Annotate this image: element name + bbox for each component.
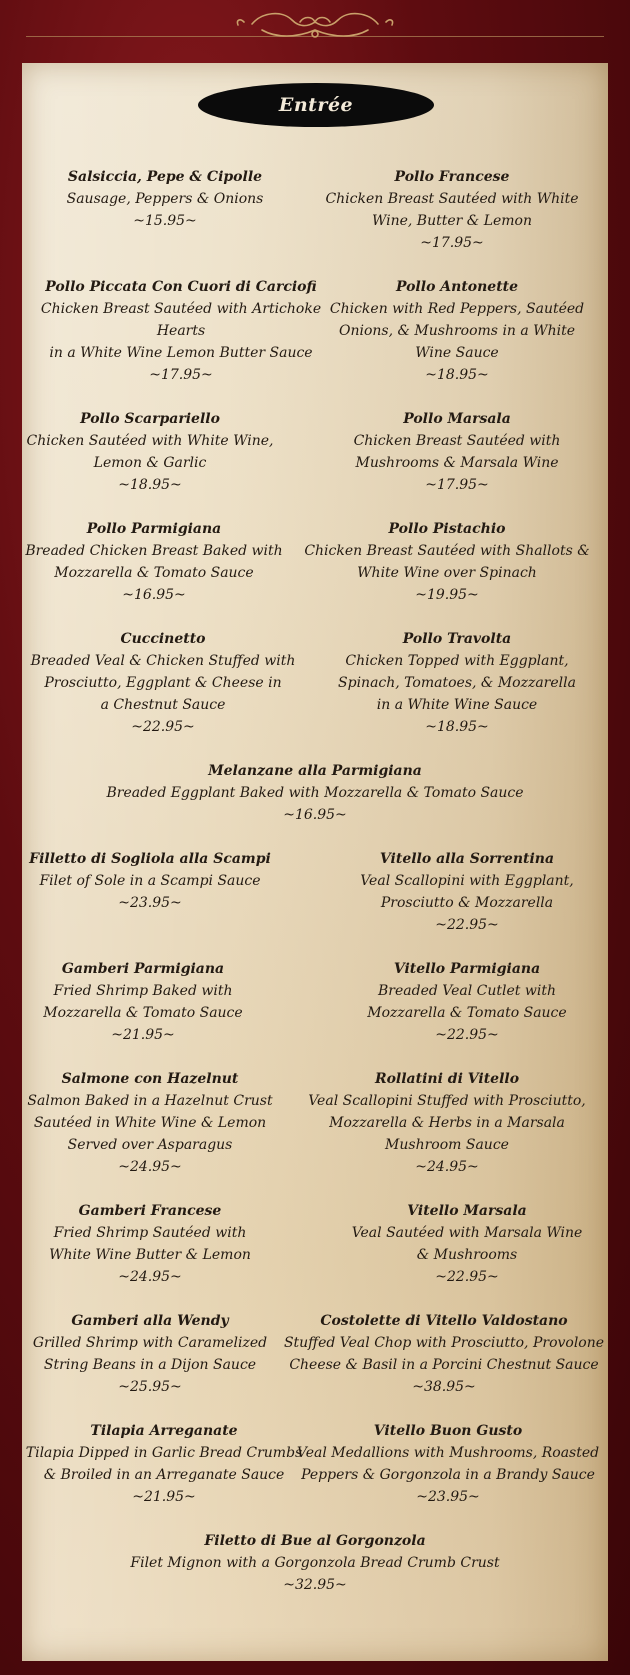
menu-item-description: Filet of Sole in a Scampi Sauce [39,873,261,889]
menu-item-price: ~24.95~ [118,1269,182,1285]
menu-item-price: ~18.95~ [425,719,489,735]
menu-item-name: Pollo Parmigiana [86,521,222,537]
menu-item-name: Pollo Travolta [402,631,512,647]
menu-item-description: Tilapia Dipped in Garlic Bread Crumbs & Broiled in an Arreganate Sauce [25,1445,303,1483]
menu-item-name: Tilapia Arreganate [90,1423,238,1439]
menu-item-description: Veal Scallopini with Eggplant, Prosciutto & Mozzarella [360,873,574,911]
menu-item-name: Filetto di Bue al Gorgonzola [204,1533,426,1549]
menu-item-name: Pollo Piccata Con Cuori di Carciofi [45,279,317,295]
menu-item-price: ~23.95~ [118,895,182,911]
menu-item-description: Salmon Baked in a Hazelnut Crust Sautéed in White Wine & Lemon Served over Asparagus [27,1093,273,1153]
menu-item-price: ~32.95~ [283,1577,347,1593]
menu-item-price: ~17.95~ [149,367,213,383]
menu-item [312,628,602,738]
menu-item [288,1420,608,1508]
menu-item-name: Gamberi Francese [78,1203,222,1219]
menu-item-description: Grilled Shrimp with Caramelized String Beans in a Dijon Sauce [32,1335,268,1373]
menu-item [22,628,304,738]
menu-item-name: Pollo Antonette [395,279,519,295]
menu-item-description: Sausage, Peppers & Onions [66,191,264,207]
menu-item [332,848,602,936]
menu-item-description: Veal Sautéed with Marsala Wine & Mushrooms [351,1225,583,1263]
menu-item-description: Chicken Breast Sautéed with Artichoke Hearts in a White Wine Lemon Butter Sauce [40,301,322,361]
menu-item-price: ~16.95~ [122,587,186,603]
menu-item-description: Chicken Breast Sautéed with Mushrooms & Marsala Wine [353,433,561,471]
menu-item-name: Pollo Scarpariello [80,411,220,427]
menu-item-price: ~23.95~ [416,1489,480,1505]
menu-item-price: ~17.95~ [420,235,484,251]
menu-item-name: Salsiccia, Pepe & Cipolle [67,169,263,185]
menu-item-description: Fried Shrimp Baked with Mozzarella & Tomato Sauce [43,983,243,1021]
menu-item-name: Pollo Pistachio [388,521,506,537]
menu-item [292,518,602,606]
menu-item [22,760,608,826]
menu-item [22,408,278,496]
menu-item-price: ~21.95~ [111,1027,175,1043]
menu-item-price: ~21.95~ [132,1489,196,1505]
menu-item [292,1068,602,1178]
menu-item-name: Gamberi alla Wendy [71,1313,229,1329]
menu-item-price: ~16.95~ [283,807,347,823]
menu-item-description: Chicken with Red Peppers, Sautéed Onions, & Mushrooms in a White Wine Sauce [329,301,585,361]
menu-item-description: Stuffed Veal Chop with Prosciutto, Provolone Cheese & Basil in a Porcini Chestnut Sauce [283,1335,605,1373]
menu-item-name: Vitello Marsala [407,1203,527,1219]
menu-item-description: Chicken Topped with Eggplant, Spinach, Tomatoes, & Mozzarella in a White Wine Sauce [338,653,576,713]
menu-item-price: ~17.95~ [425,477,489,493]
menu-item-description: Breaded Veal & Chicken Stuffed with Prosciutto, Eggplant & Cheese in a Chestnut Sauce [30,653,296,713]
menu-item-price: ~24.95~ [415,1159,479,1175]
menu-item [332,958,602,1046]
menu-item-description: Chicken Sautéed with White Wine, Lemon & Garlic [26,433,274,471]
menu-item-price: ~18.95~ [118,477,182,493]
menu-item-name: Filletto di Sogliola alla Scampi [29,851,271,867]
menu-item [22,1200,278,1288]
menu-item-name: Rollatini di Vitello [374,1071,520,1087]
menu-item [22,1530,608,1596]
menu-item [22,1310,278,1398]
scroll-ornament-icon [0,0,630,60]
menu-item-description: Breaded Chicken Breast Baked with Mozzarella & Tomato Sauce [25,543,283,581]
menu-item-name: Melanzane alla Parmigiana [208,763,422,779]
section-title-banner: Entrée [198,83,434,127]
menu-item-name: Cuccinetto [120,631,206,647]
menu-item-price: ~19.95~ [415,587,479,603]
menu-item-description: Breaded Veal Cutlet with Mozzarella & Tomato Sauce [367,983,567,1021]
menu-item [22,848,278,914]
menu-item [312,408,602,496]
menu-item-description: Chicken Breast Sautéed with White Wine, Butter & Lemon [325,191,579,229]
menu-item-description: Veal Scallopini Stuffed with Prosciutto, Mozzarella & Herbs in a Marsala Mushroom Sauce [308,1093,586,1153]
menu-parchment [22,63,608,1661]
menu-item-name: Pollo Marsala [403,411,511,427]
menu-item-description: Filet Mignon with a Gorgonzola Bread Crumb Crust [130,1555,500,1571]
menu-item-name: Vitello Buon Gusto [373,1423,523,1439]
menu-item-name: Vitello alla Sorrentina [379,851,555,867]
menu-item-price: ~25.95~ [118,1379,182,1395]
menu-item-price: ~38.95~ [412,1379,476,1395]
menu-item-price: ~22.95~ [435,917,499,933]
menu-item [22,1068,278,1178]
menu-item [332,1200,602,1288]
menu-item [280,1310,608,1398]
menu-item [22,166,308,232]
menu-item [22,518,286,606]
menu-item-name: Pollo Francese [394,169,510,185]
menu-item-name: Vitello Parmigiana [393,961,541,977]
menu-item-description: Veal Medallions with Mushrooms, Roasted Peppers & Gorgonzola in a Brandy Sauce [296,1445,600,1483]
menu-item-price: ~15.95~ [133,213,197,229]
menu-item-description: Chicken Breast Sautéed with Shallots & White Wine over Spinach [304,543,590,581]
menu-item-description: Fried Shrimp Sautéed with White Wine Butter & Lemon [49,1225,251,1263]
menu-item-price: ~24.95~ [118,1159,182,1175]
menu-item-name: Costolette di Vitello Valdostano [320,1313,568,1329]
menu-item [22,958,264,1046]
menu-item-price: ~22.95~ [435,1027,499,1043]
menu-item [312,276,602,386]
menu-item-name: Gamberi Parmigiana [61,961,225,977]
menu-item [22,276,340,386]
menu-item-price: ~22.95~ [435,1269,499,1285]
menu-item [22,1420,306,1508]
menu-item-price: ~22.95~ [131,719,195,735]
menu-item [302,166,602,254]
menu-item-price: ~18.95~ [425,367,489,383]
menu-item-description: Breaded Eggplant Baked with Mozzarella & Tomato Sauce [106,785,524,801]
menu-item-name: Salmone con Hazelnut [61,1071,239,1087]
